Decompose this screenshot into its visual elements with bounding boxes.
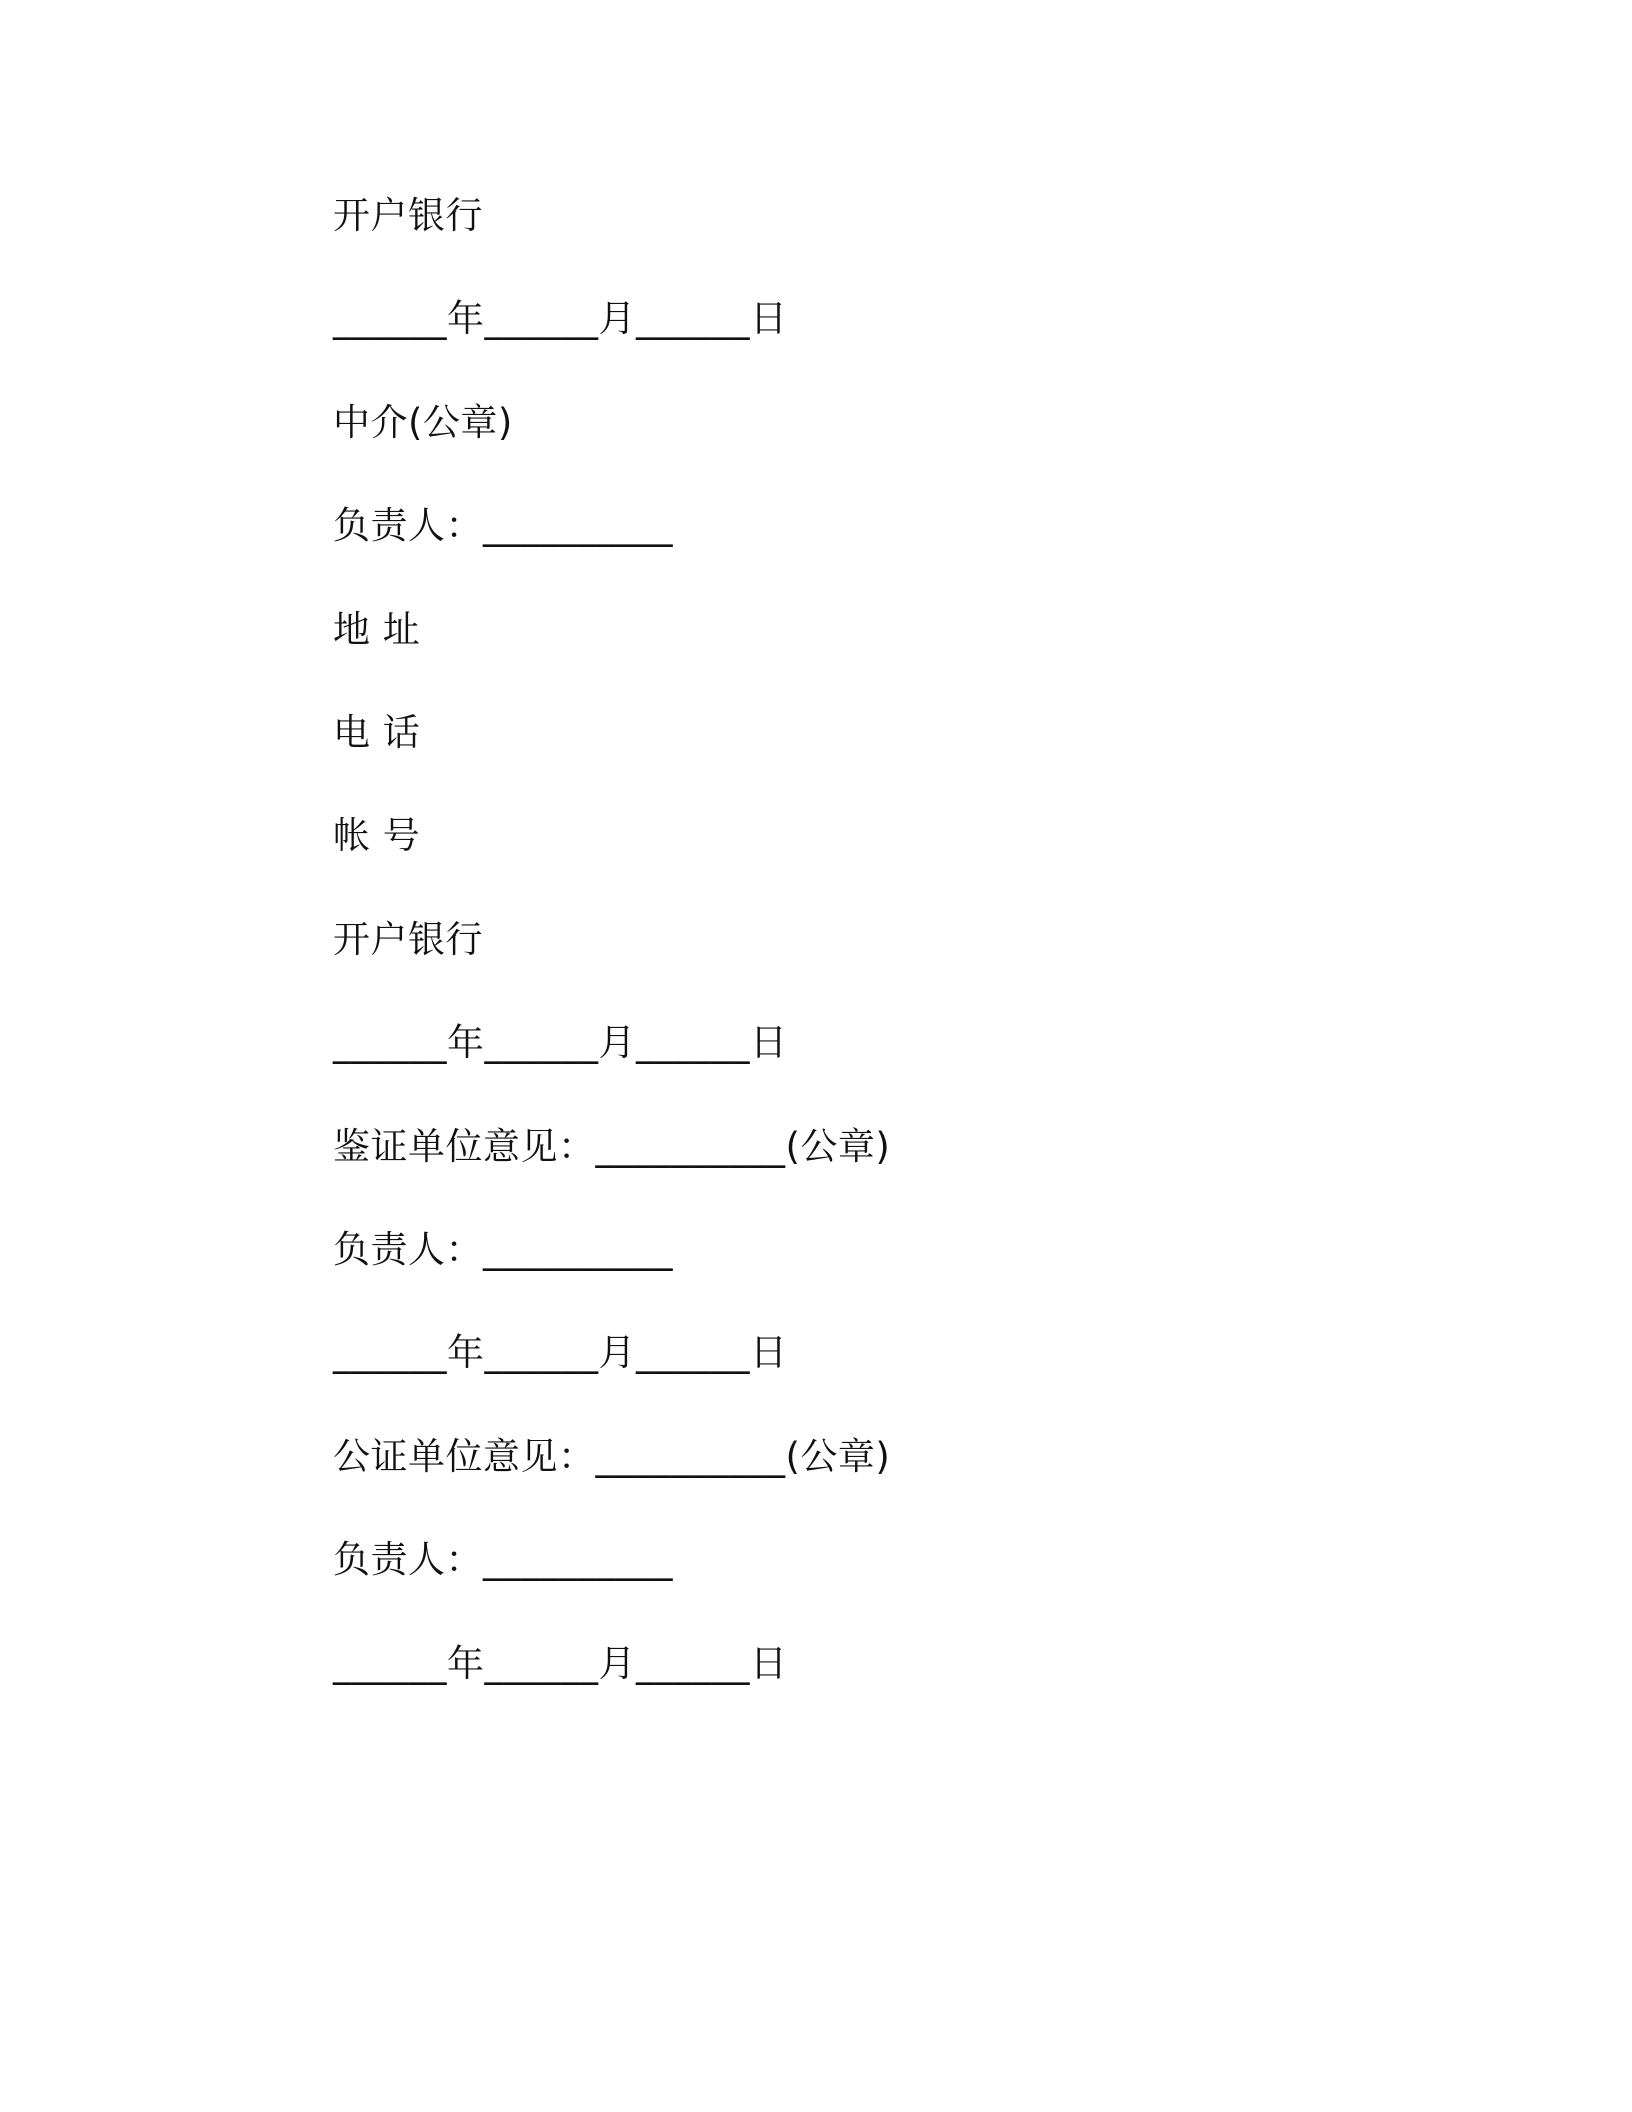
phone-label: 电 话: [333, 711, 421, 754]
address-label: 地 址: [333, 608, 421, 651]
bank-label-1: 开户银行: [333, 194, 483, 237]
date-line-1: ______年______月______日: [333, 297, 788, 340]
account-label: 帐 号: [333, 814, 421, 857]
responsible-person-1: 负责人：__________: [333, 504, 673, 547]
verification-opinion: 鉴证单位意见：__________(公章): [333, 1125, 891, 1168]
responsible-person-3: 负责人：__________: [333, 1538, 673, 1581]
notary-opinion: 公证单位意见：__________(公章): [333, 1435, 891, 1478]
bank-label-2: 开户银行: [333, 918, 483, 961]
date-line-2: ______年______月______日: [333, 1021, 788, 1064]
responsible-person-2: 负责人：__________: [333, 1228, 673, 1271]
date-line-4: ______年______月______日: [333, 1642, 788, 1685]
date-line-3: ______年______月______日: [333, 1331, 788, 1374]
agency-seal-label: 中介(公章): [333, 401, 513, 444]
